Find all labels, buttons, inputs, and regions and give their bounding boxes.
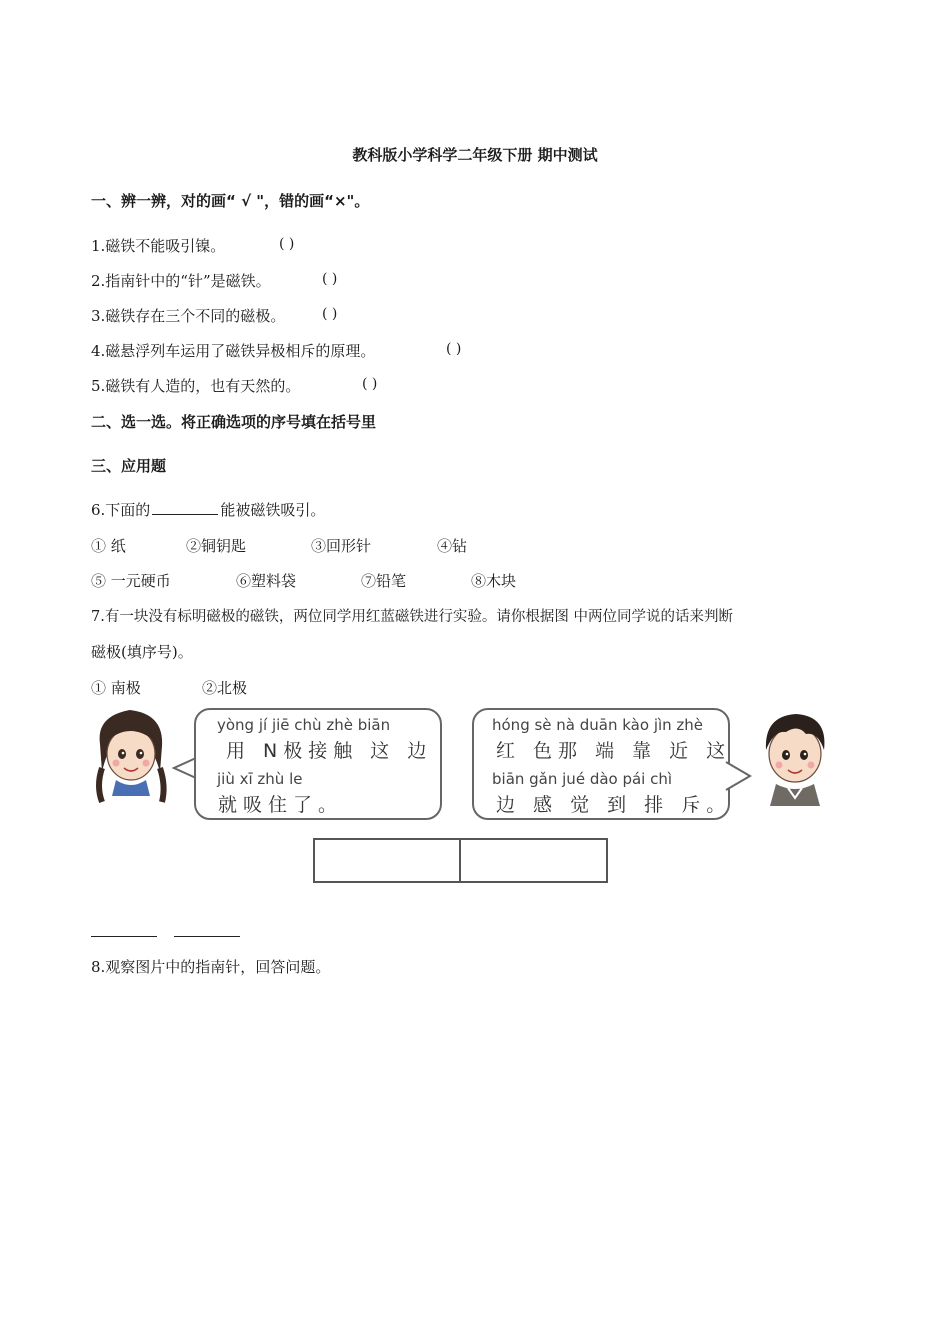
q6-option-3: ③回形针 [311,537,372,555]
q6-option-8: ⑧木块 [471,572,517,590]
right-bubble-text-1: 红 色那 端 靠 近 这 [496,740,732,762]
question-5: 5.磁铁有人造的，也有天然的。 [91,377,301,395]
left-bubble-text-1: 用 N极接触 这 边 [226,740,433,762]
girl-illustration [90,706,172,810]
section3-heading: 三、应用题 [91,457,167,475]
right-bubble-pinyin-1: hóng sè nà duān kào jìn zhè [492,716,704,734]
answer-paren-5[interactable]: ( ) [362,376,378,392]
right-speech-bubble-tail [724,760,754,794]
answer-blank-1[interactable] [91,936,157,937]
question-6-suffix: 能被磁铁吸引。 [220,501,326,519]
question-7-line1: 7.有一块没有标明磁极的磁铁，两位同学用红蓝磁铁进行实验。请你根据图 中两位同学说的话来判断 [91,609,733,625]
section1-heading: 一、辨一辨，对的画“ √ "，错的画“×"。 [91,192,370,210]
left-bubble-text-2: 就吸住了。 [218,794,344,816]
question-8: 8.观察图片中的指南针，回答问题。 [91,958,331,976]
question-6 [91,499,325,520]
question-2: 2.指南针中的“针”是磁铁。 [91,272,271,290]
answer-box-1[interactable] [313,838,461,883]
answer-paren-4[interactable]: ( ) [446,341,462,357]
question-4: 4.磁悬浮列车运用了磁铁异极相斥的原理。 [91,342,376,360]
q6-option-5: ⑤ 一元硬币 [91,572,171,590]
q6-option-6: ⑥塑料袋 [236,572,297,590]
question-7-line2: 磁极(填序号)。 [91,643,193,661]
question-6-prefix: 6.下面的 [91,501,151,519]
answer-paren-2[interactable]: ( ) [322,271,338,287]
left-bubble-pinyin-1: yòng jí jiē chù zhè biān [217,716,391,734]
question-3: 3.磁铁存在三个不同的磁极。 [91,307,286,325]
q6-option-1: ① 纸 [91,537,126,555]
answer-box-2[interactable] [459,838,608,883]
left-bubble-pinyin-2: jiù xī zhù le [217,770,303,788]
page-title: 教科版小学科学二年级下册 期中测试 [352,146,598,164]
right-bubble-pinyin-2: biān gǎn jué dào pái chì [492,770,673,788]
q6-option-2: ②铜钥匙 [186,537,247,555]
q6-option-7: ⑦铅笔 [361,572,407,590]
section2-heading: 二、选一选。将正确选项的序号填在括号里 [91,413,377,431]
q7-option-1: ① 南极 [91,679,141,697]
question-1: 1.磁铁不能吸引镍。 [91,237,226,255]
boy-illustration [752,708,838,808]
answer-paren-3[interactable]: ( ) [322,306,338,322]
right-bubble-text-2: 边 感 觉 到 排 斥。 [496,794,732,816]
q6-option-4: ④钻 [437,537,468,555]
question-6-blank[interactable] [152,500,218,515]
answer-paren-1[interactable]: ( ) [279,236,295,252]
q7-option-2: ②北极 [202,679,248,697]
answer-blank-2[interactable] [174,936,240,937]
